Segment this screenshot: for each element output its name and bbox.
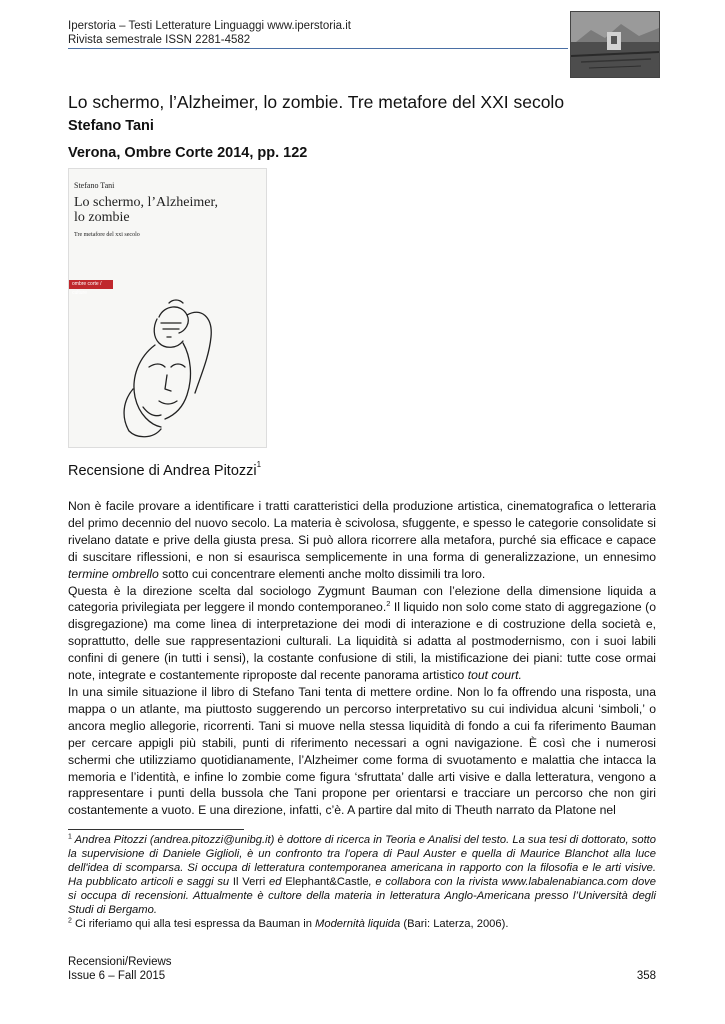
cover-title-1: Lo schermo, l’Alzheimer, bbox=[74, 195, 219, 210]
cover-subtitle: Tre metafore del xxi secolo bbox=[74, 232, 140, 238]
book-title: Lo schermo, l’Alzheimer, lo zombie. Tre metafore del XXI secolo bbox=[68, 92, 565, 112]
journal-issn: Rivista semestrale ISSN 2281-4582 bbox=[68, 34, 251, 46]
footnote-1: $^1$ Andrea Pitozzi (andrea.pitozzi@unibg.it) è dottore di ricerca in Teoria e Analisi del testo. La sua tesi di dottorato, sotto la supervisione di Daniele Giglioli, è un confronto tra l'opera di Paul Auster e quella di Maurice Blanchot alla luce dell'idea di scomparsa. Si occupa di letteratura contemporanea americana in rapporto con la filosofia e le arti visive. Ha pubblicato articoli e saggi su Il Verri ed Elephant&Castle, e collabora con la rivista www.labalenabianca.com dove si occupa di recensioni. Attualmente è cultore della materia in letteratura Anglo-Americana presso l’Università degli Studi di Bergamo. bbox=[68, 833, 657, 916]
book-author: Stefano Tani bbox=[68, 118, 154, 134]
paragraph-3: In una simile situazione il libro di Stefano Tani tenta di mettere ordine. Non lo fa offrendo una risposta, una mappa o un atlante, ma piuttosto suggerendo un percorso interpretativo su cui individua alcuni ‘simboli,’ o ancora meglio allegorie, ricorrenti. Tani si muove nella stessa liquidità di fondo a cui fa riferimento Bauman per cercare appigli più stabili, punti di riferimento necessari a ogni navigazione. È così che i numerosi schermi che utilizziamo quotidianamente, l’Alzheimer come forma di svuotamento e malattia che intacca la memoria e l’identità, e infine lo zombie come figura ‘sfruttata’ dalle arti visive e dalla letteratura, vengono a rappresentare i punti della bussola che Tani propone per orientarsi e tracciare un percorso che non giri costantemente a vuoto. E una direzione, infatti, c’è. A partire dal mito di Theuth narrato da Platone nel bbox=[68, 684, 656, 818]
journal-header: Iperstoria – Testi Letterature Linguaggi www.iperstoria.it bbox=[68, 20, 351, 32]
book-cover bbox=[68, 168, 267, 448]
review-heading-text: Recensione di Andrea Pitozzi bbox=[68, 463, 257, 479]
header-divider bbox=[68, 48, 568, 49]
review-heading bbox=[68, 460, 262, 479]
footnote-ref-2: 2 bbox=[386, 599, 391, 609]
footer-section: Recensioni/Reviews bbox=[68, 956, 172, 968]
publisher-badge: ombre corte / culture bbox=[69, 280, 113, 289]
footnote-2: $^2$ Ci riferiamo qui alla tesi espressa da Bauman in Modernità liquida (Bari: Laterza, 2006). bbox=[68, 917, 509, 930]
review-body bbox=[68, 498, 656, 819]
book-publication: Verona, Ombre Corte 2014, pp. 122 bbox=[68, 145, 308, 161]
paragraph-1: Non è facile provare a identificare i tratti caratteristici della produzione artistica, cinematografica o letteraria del primo decennio del nuovo secolo. La materia è scivolosa, sfuggente, e spesso le categorie consolidate si rivelano datate e prive della giusta presa. Si può allora ricorrere alla metafora, purché sia efficace e capace di suscitare riflessioni, e non si esaurisca semplicemente in una forma di generalizzazione, un ennesimo termine ombrello sotto cui concentrare elementi anche molto dissimili tra loro. bbox=[68, 499, 656, 581]
footnote-divider bbox=[68, 829, 244, 830]
footer-issue: Issue 6 – Fall 2015 bbox=[68, 970, 166, 982]
cover-title-2: lo zombie bbox=[74, 210, 130, 225]
cover-illustration bbox=[109, 297, 219, 442]
footnote-ref-1: 1 bbox=[256, 460, 262, 469]
footnotes bbox=[68, 833, 656, 931]
header-image bbox=[570, 11, 660, 78]
cover-author: Stefano Tani bbox=[74, 181, 115, 190]
paragraph-2: Questa è la direzione scelta dal sociologo Zygmunt Bauman con l’elezione della dimensione liquida a categoria privilegiata per leggere il mondo contemporaneo.$^2$ Il liquido non solo come stato di aggregazione (o disgregazione) ma come linea di interpretazione dei modi di interazione e di costruzione della società e, soprattutto, delle sue rappresentazioni culturali. La liquidità si adatta al postmodernismo, con i suoi labili confini di genere (in tutti i sensi), la costante confusione di stili, la mistificazione dei piani: tutte cose ormai note, integrate e costantemente riproposte dal recente panorama artistico tout court. bbox=[68, 583, 656, 683]
page-number: 358 bbox=[636, 970, 656, 982]
